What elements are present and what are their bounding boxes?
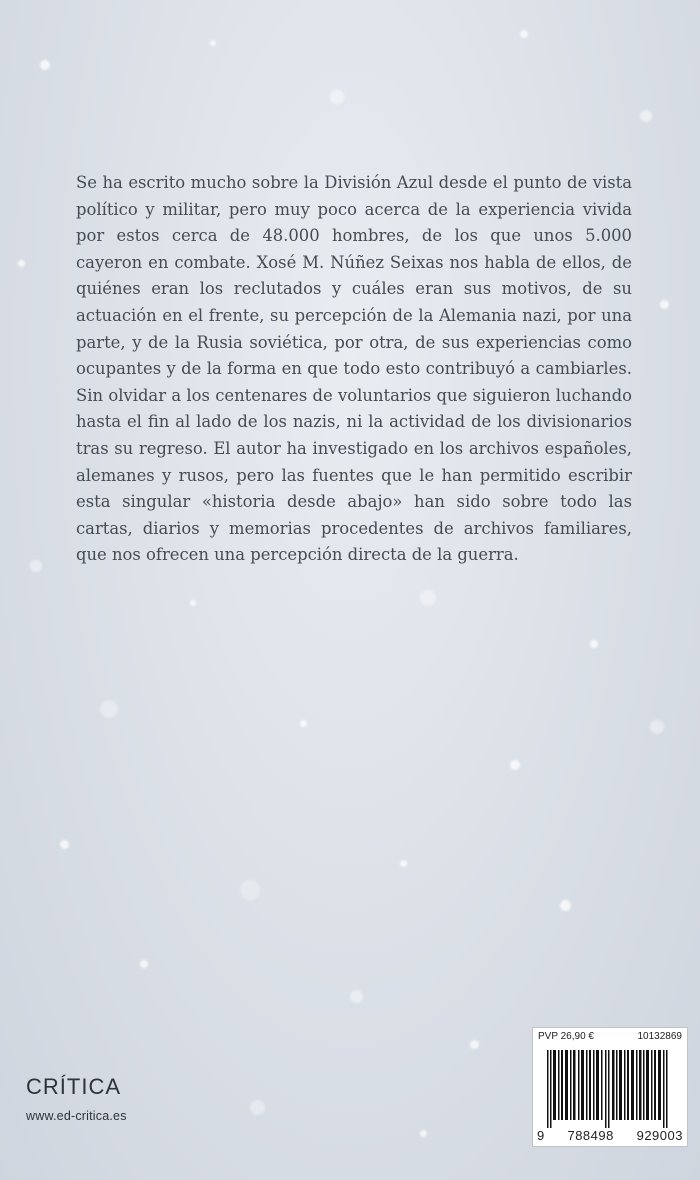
publisher-logo: CRÍTICA [26,1074,121,1099]
isbn-group-1: 788498 [567,1128,614,1143]
publisher-block [26,1074,127,1123]
barcode-image [543,1050,677,1128]
product-code: 10132869 [637,1031,682,1042]
publisher-url: www.ed-critica.es [26,1109,127,1123]
price-label: PVP 26,90 € [538,1031,594,1042]
back-cover-blurb: Se ha escrito mucho sobre la División Azul desde el punto de vista político y militar, pero muy poco acerca de la experiencia vivida por estos cerca de 48.000 hombres, de los que unos 5.000 cayeron en combate. Xosé M. Núñez Seixas nos habla de ellos, de quiénes eran los reclutados y cuáles eran sus motivos, de su actuación en el frente, su percepción de la Alemania nazi, por una parte, y de la Rusia soviética, por otra, de sus experiencias como ocupantes y de la forma en que todo esto contribuyó a cambiarles. Sin olvidar a los centenares de voluntarios que siguieron luchando hasta el fin al lado de los nazis, ni la actividad de los divisionarios tras su regreso. El autor ha investigado en los archivos españoles, alemanes y rusos, pero las fuentes que le han permitido escribir esta singular «historia desde abajo» han sido sobre todo las cartas, diarios y memorias procedentes de archivos familiares, que nos ofrecen una percepción directa de la guerra. [76,173,632,565]
isbn-lead-digit: 9 [537,1128,545,1143]
barcode-label [532,1027,688,1147]
isbn-group-2: 929003 [636,1128,683,1143]
